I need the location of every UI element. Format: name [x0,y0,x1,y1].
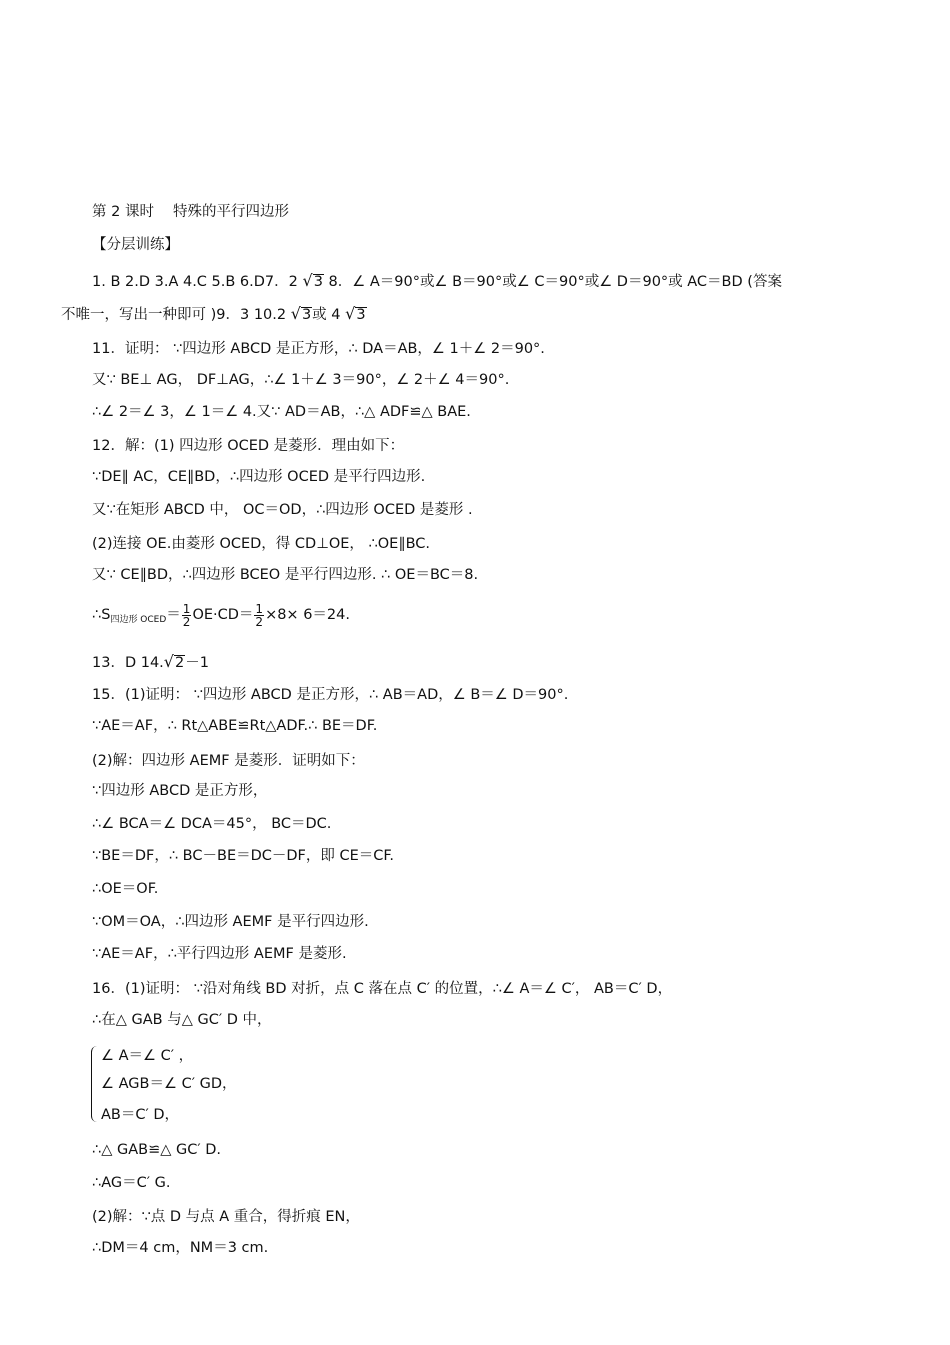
p16-line: ∴DM＝4 cm，NM＝3 cm. [92,1240,269,1256]
radicand: 3 [313,274,323,290]
sqrt-icon: √ [290,304,301,323]
p12-line: (2)连接 OE.由菱形 OCED，得 CD⊥OE， ∴OE∥BC. [92,536,430,552]
subscript: 四边形 OCED [110,615,167,625]
answer-line-2 [61,304,367,325]
answer-text: 或 4 [312,307,346,323]
p11-line: 又∵ BE⊥ AG， DF⊥AG，∴∠ 1＋∠ 3＝90°，∠ 2＋∠ 4＝90°. [92,372,510,388]
sqrt-icon: √ [302,271,313,290]
p12-line: 12．解：(1) 四边形 OCED 是菱形．理由如下： [92,438,405,454]
brace-icon [91,1046,100,1122]
p16-line: ∴AG＝C′ G. [92,1175,171,1191]
p16-line: ∴△ GAB≌△ GC′ D. [92,1142,222,1158]
p15-line: ∴OE＝OF. [92,881,159,897]
radicand: 3 [356,307,366,323]
p12-line: 又∵ CE∥BD，∴四边形 BCEO 是平行四边形. ∴ OE＝BC＝8. [92,567,479,583]
answer-text: 1. B 2.D 3.A 4.C 5.B 6.D7．2 [92,274,303,290]
system-line: AB＝C′ D， [101,1107,180,1123]
fraction: $\frac{1}{2}$ [255,601,264,629]
p15-line: ∵BE＝DF，∴ BC－BE＝DC－DF，即 CE＝CF. [92,848,395,864]
sqrt-icon: √ [345,304,356,323]
sqrt-icon: √ [163,652,174,671]
system-line: ∠ AGB＝∠ C′ GD， [101,1076,237,1092]
formula-text: ∴S [92,607,111,623]
answer-text: 8．∠ A＝90°或∠ B＝90°或∠ C＝90°或∠ D＝90°或 AC＝BD (答案 [323,274,782,290]
formula-text: OE·CD＝ [192,607,254,623]
answer-line-1 [92,271,782,292]
formula-text: ×8× 6＝24. [265,607,350,623]
p12-line: 又∵在矩形 ABCD 中， OC＝OD，∴四边形 OCED 是菱形 . [92,502,473,518]
system-line: ∠ A＝∠ C′ ， [101,1048,194,1064]
p15-line: ∵四边形 ABCD 是正方形， [92,783,268,799]
p12-line: ∵DE∥ AC，CE∥BD，∴四边形 OCED 是平行四边形. [92,469,426,485]
p16-line: ∴在△ GAB 与△ GC′ D 中， [92,1012,272,1028]
p15-line: ∵OM＝OA，∴四边形 AEMF 是平行四边形. [92,914,369,930]
radicand: 2 [175,655,185,671]
p15-line: ∴∠ BCA＝∠ DCA＝45°， BC＝DC. [92,816,332,832]
p11-line: 11．证明： ∵四边形 ABCD 是正方形，∴ DA＝AB，∠ 1＋∠ 2＝90°. [92,341,545,357]
p15-line: (2)解：四边形 AEMF 是菱形．证明如下： [92,753,365,769]
answer-line-13: 13．D 14.√2－1 [92,652,209,671]
p15-line: 15．(1)证明： ∵四边形 ABCD 是正方形，∴ AB＝AD，∠ B＝∠ D＝90°. [92,687,569,703]
p16-line: (2)解：∵点 D 与点 A 重合，得折痕 EN， [92,1209,360,1225]
p16-line: 16．(1)证明： ∵沿对角线 BD 对折，点 C 落在点 C′ 的位置，∴∠ A＝∠ C′， AB＝C′ D， [92,981,673,997]
answer-text: 不唯一，写出一种即可 )9．3 10.2 [61,307,291,323]
fraction: $\frac{1}{2}$ [182,601,191,629]
p15-line: ∵AE＝AF，∴平行四边形 AEMF 是菱形. [92,946,347,962]
section-heading: 【分层训练】 [92,237,179,253]
p15-line: ∵AE＝AF，∴ Rt△ABE≌Rt△ADF.∴ BE＝DF. [92,718,378,734]
radicand: 3 [301,307,312,323]
lesson-title: 第 2 课时 特殊的平行四边形 [92,204,290,220]
p11-line: ∴∠ 2＝∠ 3，∠ 1＝∠ 4.又∵ AD＝AB，∴△ ADF≌△ BAE. [92,404,471,420]
formula-text: ＝ [166,607,181,623]
p12-area-formula [92,601,350,634]
